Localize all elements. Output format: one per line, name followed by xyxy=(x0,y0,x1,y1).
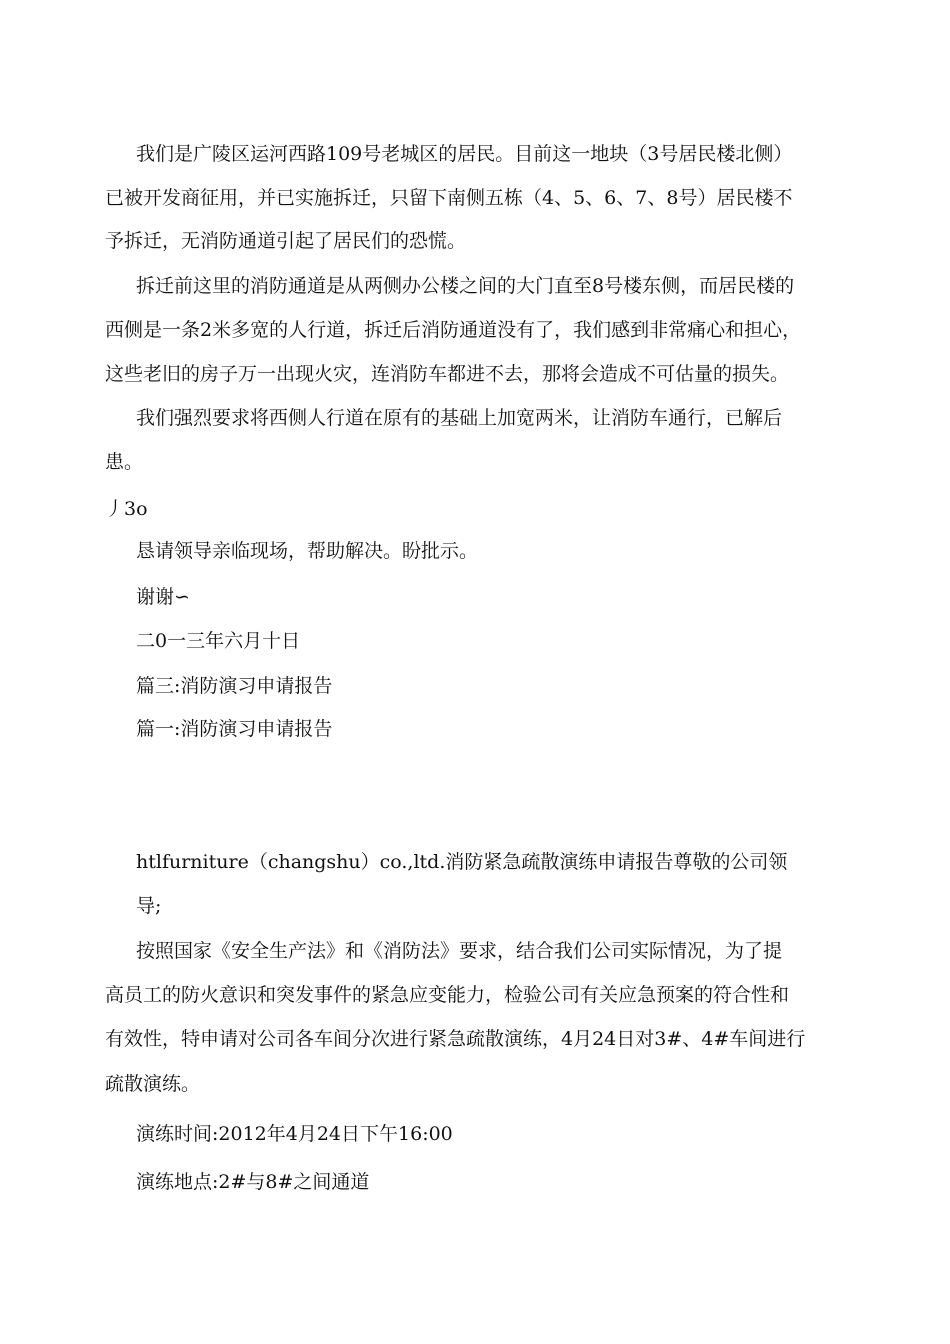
paragraph-1-line-3: 予拆迁，无消防通道引起了居民们的恐慌。 xyxy=(105,230,467,252)
section-heading-1: 篇一:消防演习申请报告 xyxy=(136,718,333,740)
report-title-line-2: 导; xyxy=(136,895,162,917)
paragraph-4-line-3: 有效性，特申请对公司各车间分次进行紧急疏散演练，4月24日对3#、4#车间进行 xyxy=(105,1028,806,1050)
paragraph-4-line-4: 疏散演练。 xyxy=(105,1073,201,1095)
paragraph-2-line-1: 拆迁前这里的消防通道是从两侧办公楼之间的大门直至8号楼东侧，而居民楼的 xyxy=(136,275,795,297)
paragraph-4-line-1: 按照国家《安全生产法》和《消防法》要求，结合我们公司实际情况，为了提 xyxy=(136,940,783,962)
paragraph-3-line-2: 患。 xyxy=(105,451,144,473)
stray-text: 丿3o xyxy=(105,498,148,520)
request-line: 恳请领导亲临现场，帮助解决。盼批示。 xyxy=(136,540,479,562)
paragraph-2-line-2: 西侧是一条2米多宽的人行道，拆迁后消防通道没有了，我们感到非常痛心和担心， xyxy=(105,319,802,341)
thanks-line: 谢谢∽ xyxy=(136,586,190,608)
section-heading-3: 篇三:消防演习申请报告 xyxy=(136,675,333,697)
paragraph-4-line-2: 高员工的防火意识和突发事件的紧急应变能力，检验公司有关应急预案的符合性和 xyxy=(105,984,790,1006)
paragraph-3-line-1: 我们强烈要求将西侧人行道在原有的基础上加宽两米，让消防车通行，已解后 xyxy=(136,407,783,429)
drill-location-line: 演练地点:2#与8#之间通道 xyxy=(136,1171,370,1193)
report-title-line-1: htlfurniture（changshu）co.,ltd.消防紧急疏散演练申请报告尊敬的公司领 xyxy=(136,851,788,873)
paragraph-1-line-2: 已被开发商征用，并已实施拆迁，只留下南侧五栋（4、5、6、7、8号）居民楼不 xyxy=(105,187,793,209)
date-line: 二0一三年六月十日 xyxy=(136,630,301,652)
drill-time-line: 演练时间:2012年4月24日下午16:00 xyxy=(136,1123,453,1145)
paragraph-1-line-1: 我们是广陵区运河西路109号老城区的居民。目前这一地块（3号居民楼北侧） xyxy=(136,143,793,165)
paragraph-2-line-3: 这些老旧的房子万一出现火灾，连消防车都进不去，那将会造成不可估量的损失。 xyxy=(105,363,790,385)
